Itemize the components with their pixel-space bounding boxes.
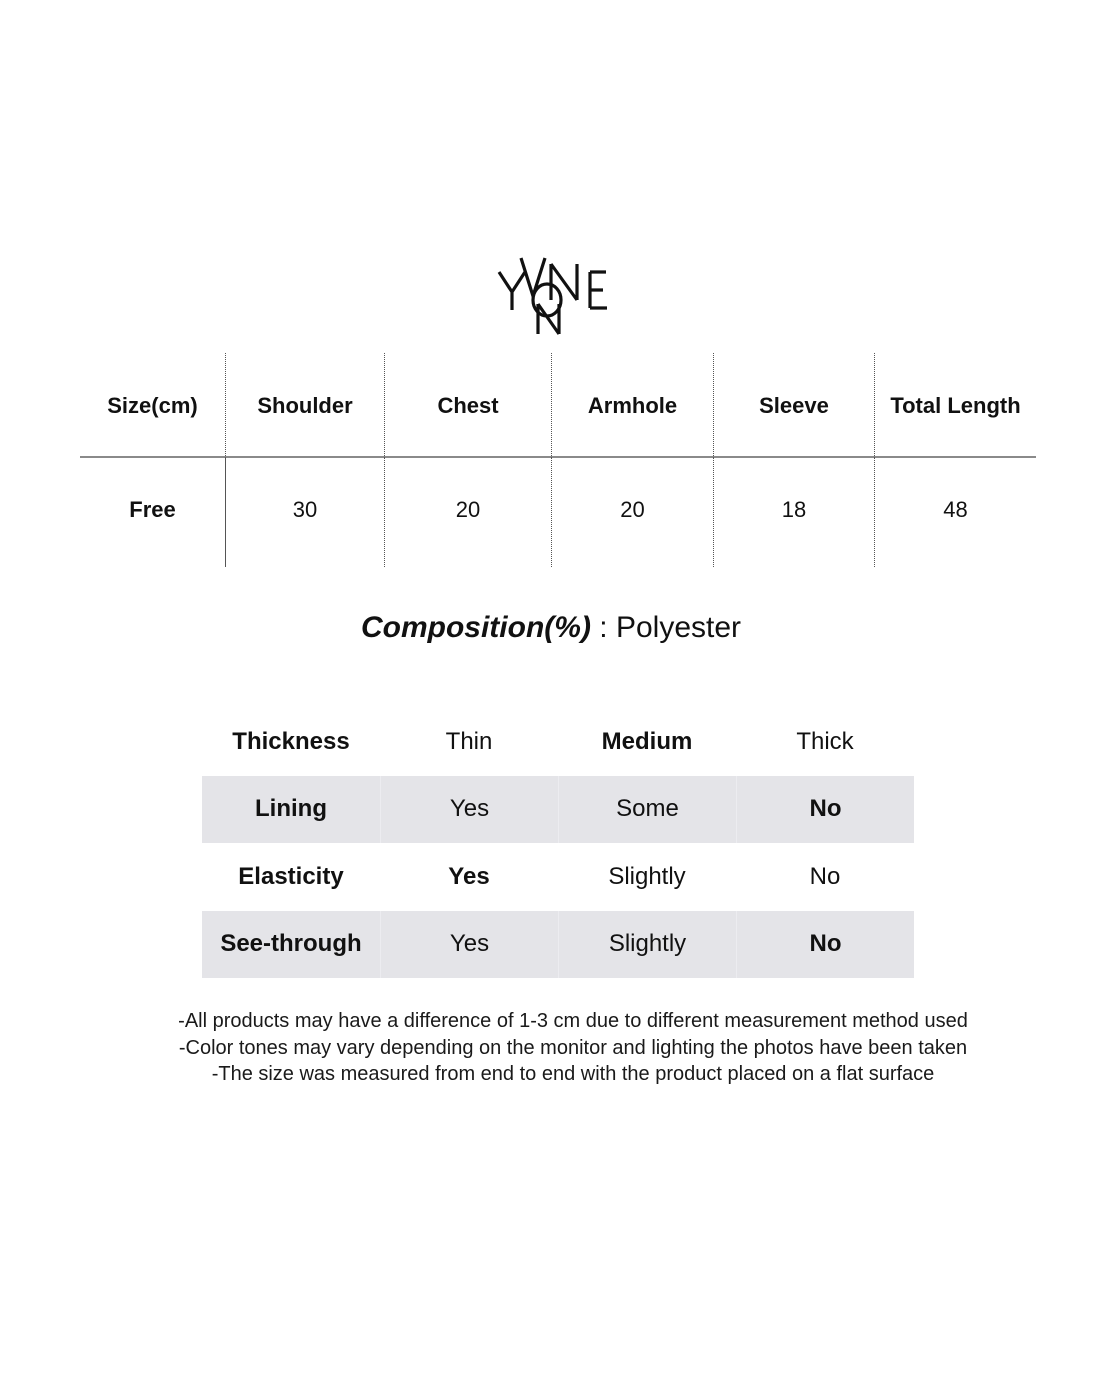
size-value-cell: 20 <box>384 457 551 567</box>
fabric-option: No <box>809 862 841 890</box>
fabric-option: Yes <box>448 862 490 890</box>
fabric-row-label: See-through <box>220 930 362 958</box>
composition-line <box>0 608 1102 648</box>
fabric-option: Thick <box>796 727 854 755</box>
size-header-cell: Sleeve <box>713 353 874 456</box>
size-table <box>80 353 1036 567</box>
fabric-option: Some <box>558 776 736 844</box>
note-line: -The size was measured from end to end with the product placed on a flat surface <box>211 1063 935 1085</box>
size-header-cell: Armhole <box>551 353 713 456</box>
fabric-row-label: Lining <box>255 795 327 823</box>
size-table-header <box>80 353 1036 456</box>
note-line: -Color tones may vary depending on the monitor and lighting the photos have been taken <box>178 1036 968 1059</box>
fabric-option: Yes <box>380 911 558 979</box>
fabric-option: Slightly <box>608 862 686 890</box>
measurement-notes <box>0 1008 1102 1088</box>
fabric-row-label: Thickness <box>232 727 350 755</box>
size-value-cell: 18 <box>713 457 874 567</box>
fabric-option: No <box>736 776 914 844</box>
fabric-row-see-through <box>202 911 914 979</box>
fabric-option: Slightly <box>558 911 736 979</box>
composition-value: Polyester <box>615 611 742 644</box>
composition-separator: : <box>590 611 616 644</box>
size-value-cell: 20 <box>551 457 713 567</box>
size-header-cell: Total Length <box>874 353 1036 456</box>
table-row <box>80 457 1036 567</box>
fabric-row-elasticity <box>202 843 914 911</box>
brand-logo <box>491 250 623 340</box>
fabric-details-table <box>202 708 914 978</box>
size-header-cell: Size(cm) <box>107 392 198 418</box>
fabric-option: No <box>736 911 914 979</box>
size-header-cell: Chest <box>384 353 551 456</box>
fabric-row-label: Elasticity <box>238 862 344 890</box>
size-value-cell: 30 <box>225 457 384 567</box>
composition-label: Composition(%) <box>360 611 591 644</box>
fabric-option: Yes <box>380 776 558 844</box>
size-label-cell: Free <box>129 497 176 522</box>
fabric-row-thickness <box>202 708 914 776</box>
size-value-cell: 48 <box>874 457 1036 567</box>
note-line: -All products may have a difference of 1-3 cm due to different measurement method used <box>178 1010 968 1032</box>
fabric-row-lining <box>202 776 914 844</box>
fabric-option: Medium <box>601 727 693 755</box>
size-header-cell: Shoulder <box>225 353 384 456</box>
fabric-option: Thin <box>445 727 493 755</box>
